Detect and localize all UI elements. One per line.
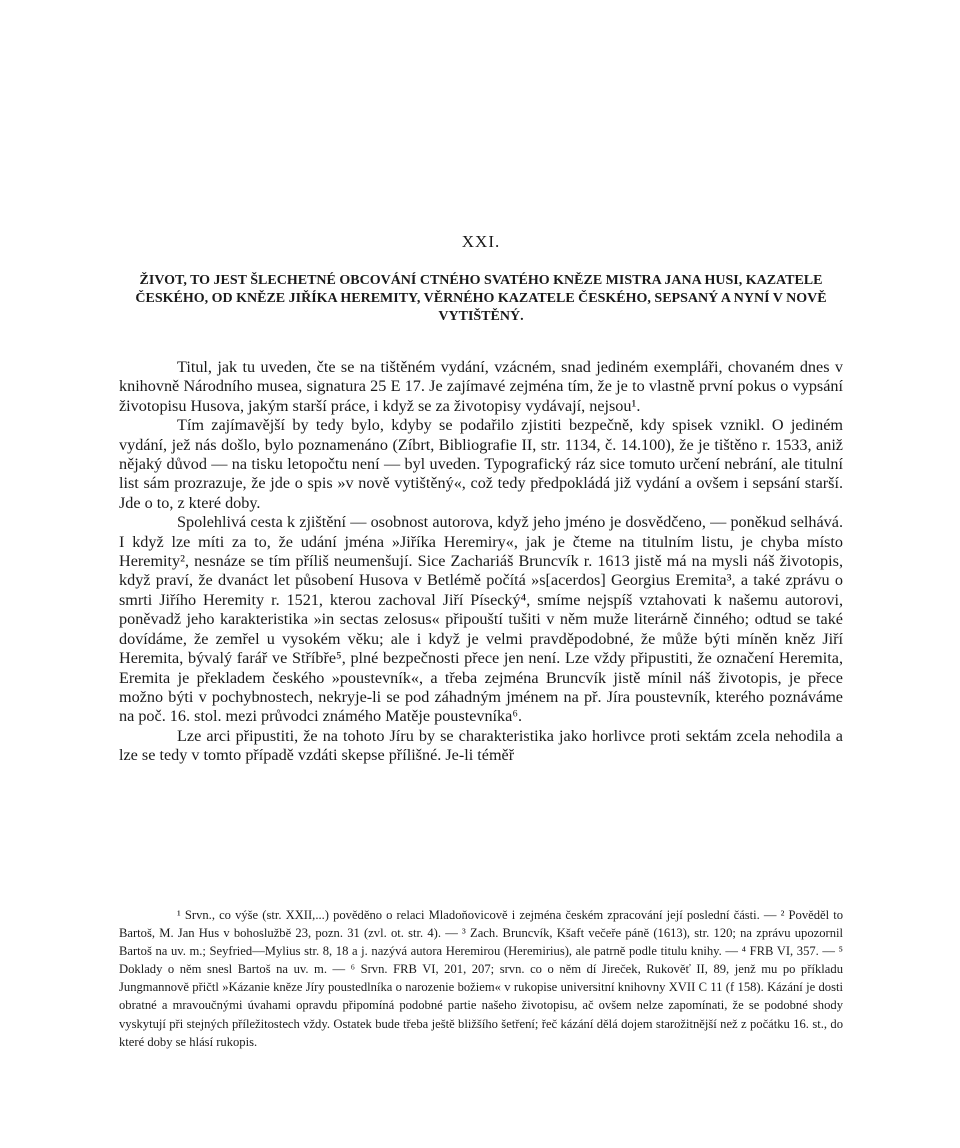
paragraph-4: Lze arci připustiti, že na tohoto Jíru by se charakteristika jako horlivce proti sektám zcela nehodila a lze se tedy v tomto případě vzdáti skepse přílišné. Je-li téměř: [119, 726, 843, 765]
footnotes: [119, 906, 843, 1051]
chapter-number: XXI.: [461, 232, 501, 251]
paragraph-1: Titul, jak tu uveden, čte se na tištěném vydání, vzácném, snad jediném exempláři, chovaném dnes v knihovně Národního musea, signatura 25 E 17. Je zajímavé zejména tím, že je to vlastně první pokus o vypsání životopisu Husova, jakým starší práce, i když se za životopisy vydávají, nejsou¹.: [119, 358, 843, 415]
paragraph-2: Tím zajímavější by tedy bylo, kdyby se podařilo zjistiti bezpečně, kdy spisek vznikl. O jediném vydání, jež nás došlo, bylo poznamenáno (Zíbrt, Bibliografie II, str. 1134, č. 14.100), že je tištěno r. 1533, aniž nějaký důvod — na tisku letopočtu není — byl uveden. Typografický ráz sice tomuto určení nebrání, ale titulní list sám prozrazuje, že jde o spis »v nově vytištěný«, což tedy předpokládá již vydání a ovšem i sepsání starší. Jde o to, z které doby.: [119, 416, 843, 512]
chapter-heading: ŽIVOT, TO JEST ŠLECHETNÉ OBCOVÁNÍ CTNÉHO SVATÉHO KNĚZE MISTRA JANA HUSI, KAZATELE ČESKÉHO, OD KNĚZE JIŘÍKA HEREMITY, VĚRNÉHO KAZATELE ČESKÉHO, SEPSANÝ A NYNÍ V NOVĚ VYTIŠTĚNÝ.: [135, 273, 827, 324]
footnotes-text: ¹ Srvn., co výše (str. XXII,...) pověděno o relaci Mladoňovicově i zejména českém zpracování její poslední části. — ² Pověděl to Bartoš, M. Jan Hus v bohoslužbě 23, pozn. 31 (zvl. ot. str. 4). — ³ Zach. Bruncvík, Kšaft večeře páně (1613), str. 120; na zprávu upozornil Bartoš na uv. m.; Seyfried—Mylius str. 8, 18 a j. nazývá autora Heremirou (Heremirius), ale patrně podle titulu knihy. — ⁴ FRB VI, 357. — ⁵ Doklady o něm snesl Bartoš na uv. m. — ⁶ Srvn. FRB VI, 201, 207; srvn. co o něm dí Jireček, Rukověť II, 89, jenž mu po příkladu Jungmannově přičtl »Kázanie kněze Jíry poustedlníka o narozenie božiem« v rukopise universitní knihovny XVII C 11 (f 158). Kázání je dosti obratné a mravoučnými úvahami opravdu připomíná podobné partie našeho životopisu, ač ovšem nelze zapomínati, že se podobné shody vyskytují při stejných příležitostech vždy. Ostatek bude třeba ještě bližšího šetření; řeč kázání dělá dojem starožitnější než z počátku 16. st., do které doby se hlásí rukopis.: [119, 908, 843, 1049]
paragraph-3: Spolehlivá cesta k zjištění — osobnost autorova, když jeho jméno je dosvědčeno, — poněkud selhává. I když lze míti za to, že udání jména »Jiříka Heremiry«, jak je čteme na titulním listu, je chyba místo Heremity², nesnáze se tím příliš neumenšují. Sice Zachariáš Bruncvík r. 1613 jistě má na mysli náš životopis, když praví, že dvanáct let působení Husova v Betlémě počítá »s[acerdos] Georgius Eremita³, a také zprávu o smrti Jiřího Heremity r. 1521, kterou zachoval Jiří Písecký⁴, smíme nejspíš vztahovati k našemu autorovi, poněvadž jeho karakteristika »in sectas zelosus« připouští tušiti v něm muže literárně činného; odtud se také dovídáme, že zemřel u vysokém věku; ale i když je velmi pravděpodobné, že může býti míněn kněz Jiří Heremita, bývalý farář ve Stříbře⁵, plné bezpečnosti přece jen není. Lze vždy připustiti, že označení Heremita, Eremita je překladem českého »poustevník«, a třeba zejména Bruncvík jistě mínil náš životopis, je přece možno býti v pochybnostech, nekryje-li se pod záhadným jménem na př. Jíra poustevník, kterého poznáváme na poč. 16. stol. mezi průvodci známého Matěje poustevníka⁶.: [119, 513, 843, 726]
body-text: [119, 358, 843, 766]
